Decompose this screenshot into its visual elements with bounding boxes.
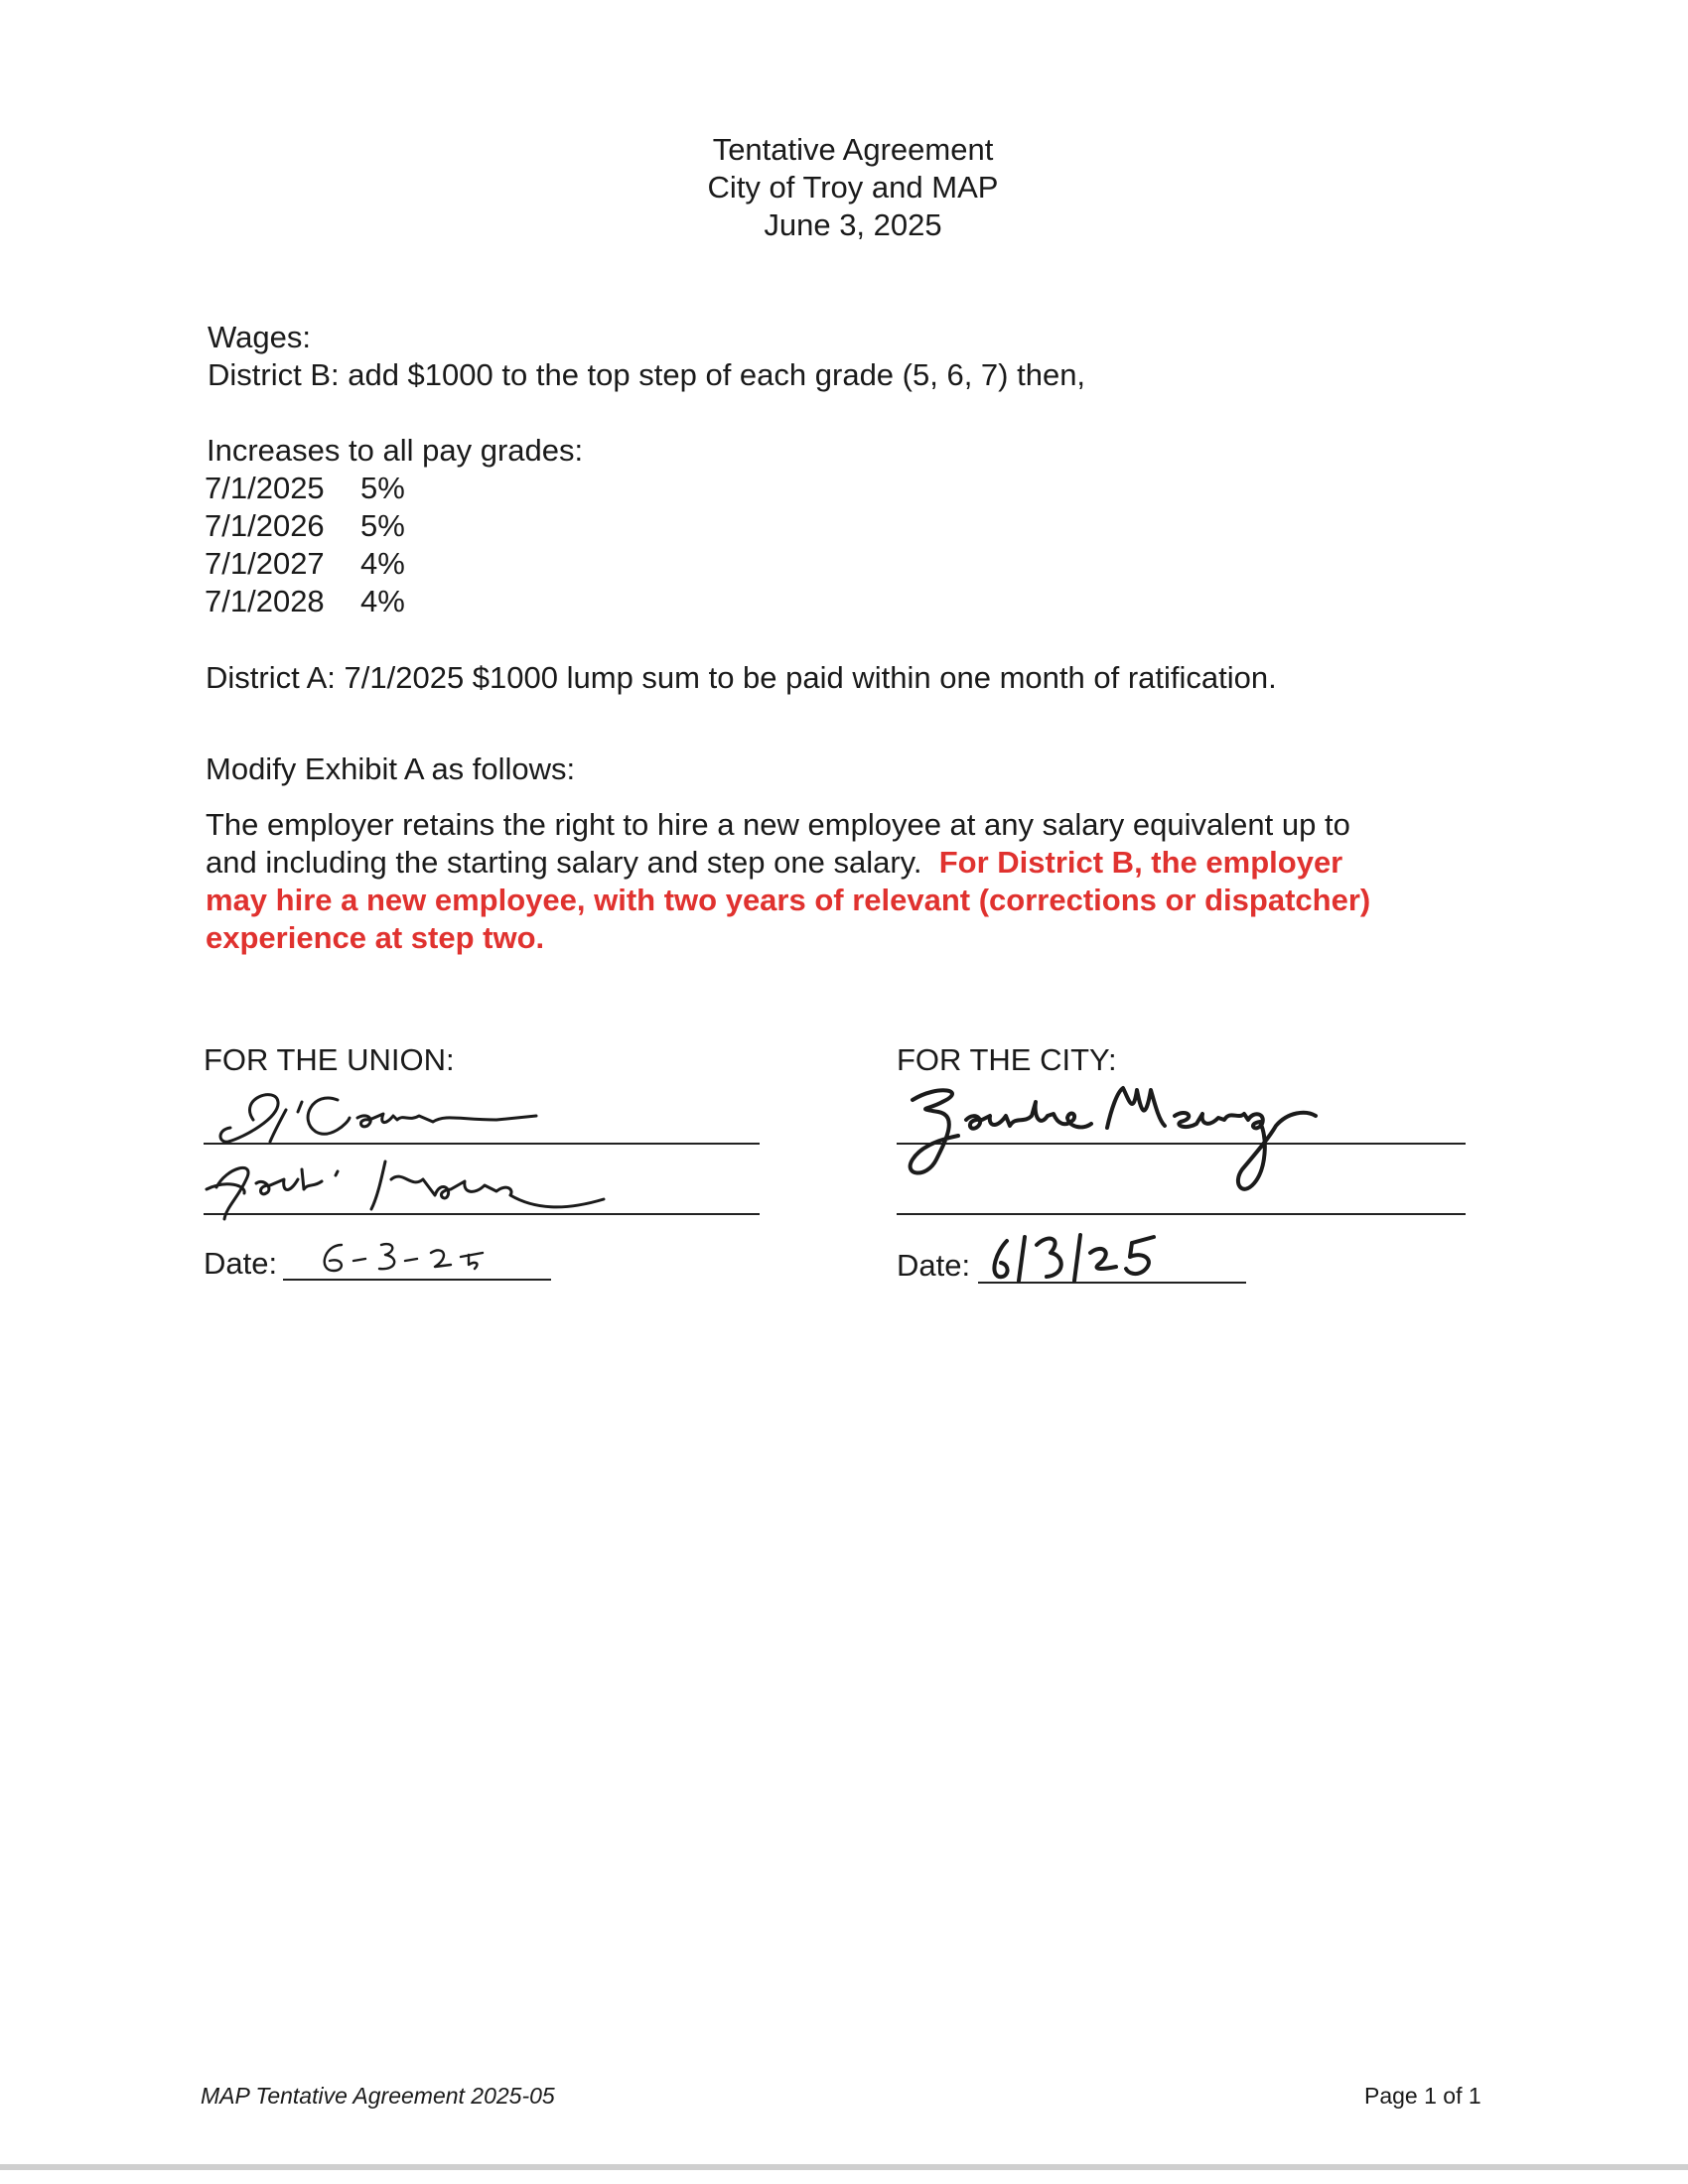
footer-doc-id: MAP Tentative Agreement 2025-05 [201,2083,555,2109]
increase-percent: 5% [360,508,405,543]
district-a-text: District A: 7/1/2025 $1000 lump sum to be paid within one month of ratification. [206,660,1277,695]
exhibit-line-1: The employer retains the right to hire a new employee at any salary equivalent up to [206,807,1350,842]
increase-date: 7/1/2027 [205,546,325,581]
district-b-text: District B: add $1000 to the top step of each grade (5, 6, 7) then, [208,357,1086,392]
increase-date: 7/1/2025 [205,471,325,505]
union-date-label: Date: [204,1246,278,1281]
increase-date: 7/1/2026 [205,508,325,543]
increase-row [205,470,405,507]
exhibit-line-2-text: and including the starting salary and step one salary. [206,845,922,880]
city-label: FOR THE CITY: [897,1042,1117,1077]
exhibit-red-line-1: For District B, the employer [938,845,1343,880]
exhibit-line-2 [206,844,1342,882]
city-date-label: Date: [897,1248,971,1283]
increase-percent: 4% [360,584,405,618]
union-label: FOR THE UNION: [204,1042,455,1077]
increases-list [205,470,405,620]
exhibit-red-line-2: may hire a new employee, with two years of relevant (corrections or dispatcher) [206,883,1371,917]
city-date [977,1223,1196,1297]
union-date [294,1231,532,1286]
document-parties: City of Troy and MAP [707,170,999,205]
increase-row [205,507,405,545]
exhibit-red-line-3: experience at step two. [206,920,545,955]
footer-page-number: Page 1 of 1 [1364,2083,1481,2109]
increase-percent: 5% [360,471,405,505]
document-date: June 3, 2025 [764,207,942,242]
increase-row [205,583,405,620]
increase-percent: 4% [360,546,405,581]
increase-date: 7/1/2028 [205,584,325,618]
document-title: Tentative Agreement [712,132,994,167]
city-signature [899,1080,1365,1214]
document-header [0,131,1688,244]
increase-row [205,545,405,583]
union-signature-2 [187,1150,624,1234]
scan-bottom-edge [0,2164,1688,2170]
exhibit-heading: Modify Exhibit A as follows: [206,751,576,786]
wages-heading: Wages: [208,320,311,354]
increases-heading: Increases to all pay grades: [207,433,584,468]
union-signature-1 [199,1080,556,1155]
